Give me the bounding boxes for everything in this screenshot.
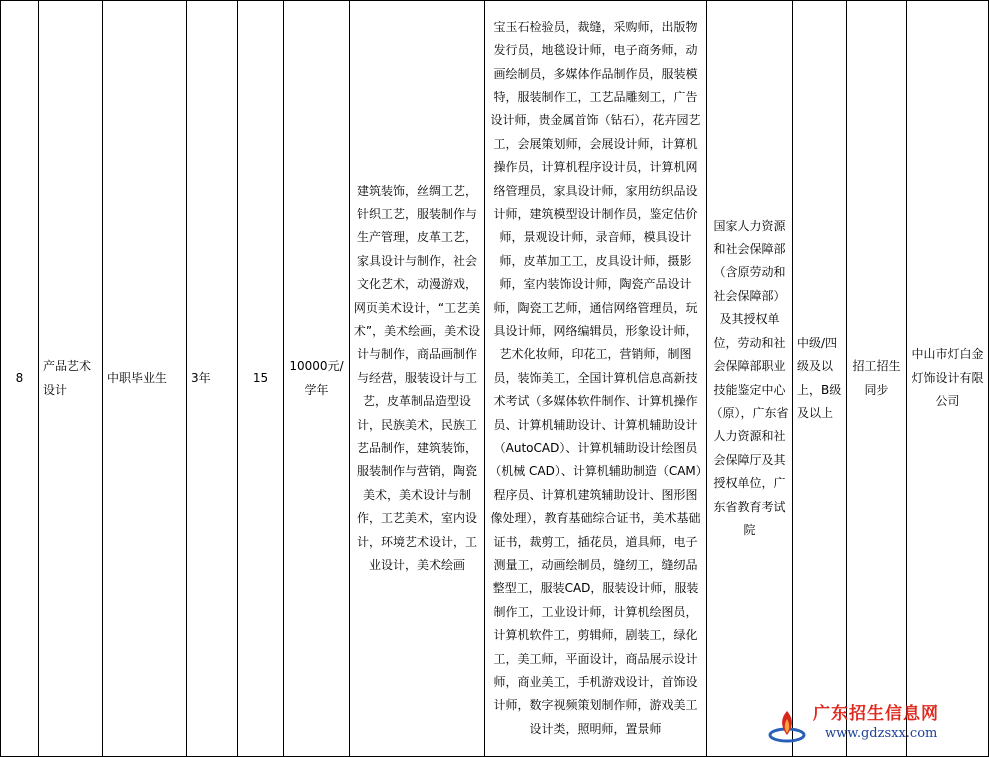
tuition-fee: 10000元/学年 [284, 1, 350, 757]
row-number: 8 [1, 1, 39, 757]
certificate-list: 宝玉石检验员，裁缝，采购师，出版物发行员，地毯设计师，电子商务师，动画绘制员，多媒体作品制作员，服装模特，服装制作工，工艺品雕刻工，广告设计师，贵金属首饰（钻石），花卉园艺工，会展策划师，会展设计师，计算机操作员，计算机程序设计员，计算机网络管理员，家具设计师，家用纺织品设计师，建筑模型设计制作员，鉴定估价师，景观设计师，录音师，模具设计师，皮革加工工，皮具设计师，摄影师，室内装饰设计师，陶瓷产品设计师，陶瓷工艺师，通信网络管理员，玩具设计师，网络编辑员，形象设计师，艺术化妆师，印花工，营销师，制图员，装饰美工，全国计算机信息高新技术考试（多媒体软件制作、计算机操作员、计算机辅助设计、计算机辅助设计（AutoCAD）、计算机辅助设计绘图员（机械 CAD）、计算机辅助制造（CAM）程序员、计算机建筑辅助设计、图形图像处理），教育基础综合证书，美术基础证书，裁剪工，插花员，道具师，电子测量工，动画绘制员，缝纫工，缝纫品整型工，服装CAD，服装设计师，服装制作工，工业设计师，计算机绘图员，计算机软件工，剪辑师，剧装工，绿化工，美工师，平面设计，商品展示设计师，商业美工，手机游戏设计，首饰设计师，数字视频策划制作师，游戏美工设计类，照明师，置景师 [485, 1, 707, 757]
watermark-url: www.gdzsxx.com [825, 726, 938, 741]
watermark-title: 广东招生信息网 [813, 704, 939, 724]
site-watermark [767, 703, 967, 747]
certificate-level: 中级/四级及以上，B级及以上 [793, 1, 847, 757]
major-name: 产品艺术设计 [39, 1, 103, 757]
related-majors: 建筑装饰，丝绸工艺，针织工艺，服装制作与生产管理，皮革工艺，家具设计与制作，社会文化艺术，动漫游戏，网页美术设计，“工艺美术”，美术绘画，美术设计与制作，商品画制作与经营，服装设计与工艺，皮革制品造型设计，民族美术，民族工艺品制作，建筑装饰，服装制作与营销，陶瓷美术，美术设计与制作，工艺美术，室内设计，环境艺术设计，工业设计，美术绘画 [350, 1, 485, 757]
issuing-authority: 国家人力资源和社会保障部（含原劳动和社会保障部）及其授权单位，劳动和社会保障部职业技能鉴定中心（原），广东省人力资源和社会保障厅及其授权单位，广东省教育考试院 [707, 1, 793, 757]
table-row [1, 1, 989, 757]
torch-logo-icon [767, 705, 811, 745]
study-duration: 3年 [187, 1, 238, 757]
partner-company: 中山市灯白金灯饰设计有限公司 [907, 1, 989, 757]
enrollment-target: 中职毕业生 [103, 1, 187, 757]
recruitment-sync: 招工招生同步 [847, 1, 907, 757]
enrollment-plan: 15 [238, 1, 284, 757]
